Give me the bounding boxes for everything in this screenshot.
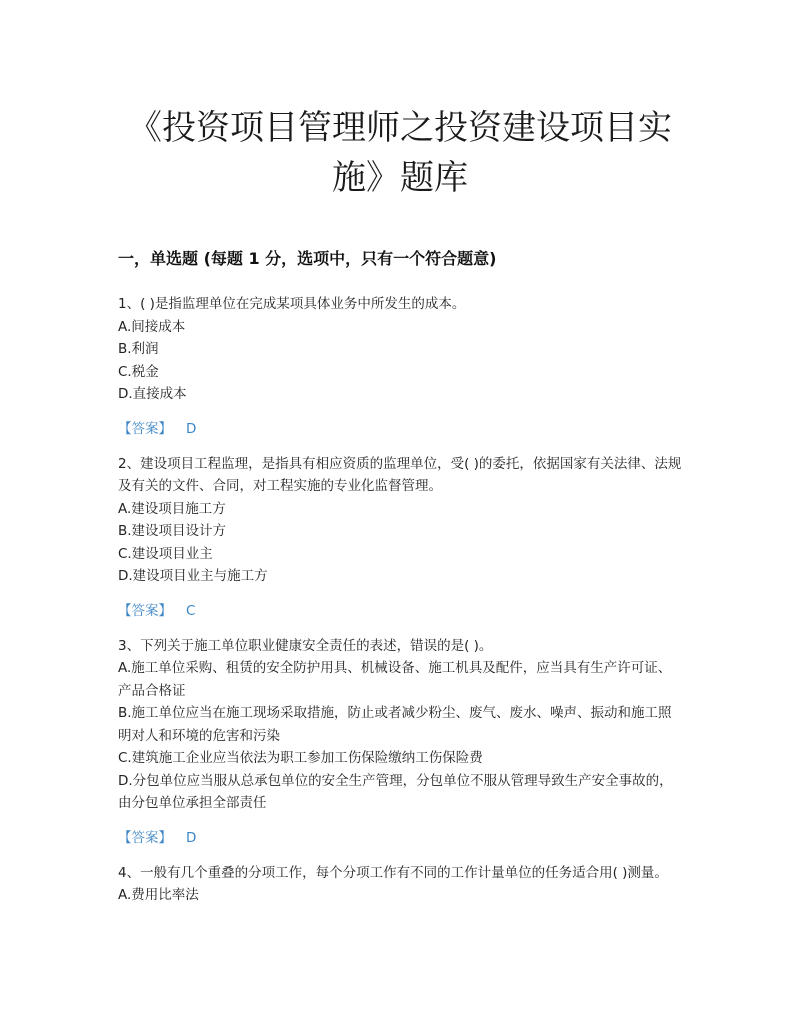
question-1 [118,293,684,440]
question-list [118,293,684,907]
option-b: B.利润 [118,341,159,357]
answer-value: C [186,602,196,619]
option-d: D.分包单位应当服从总承包单位的安全生产管理，分包单位不服从管理导致生产安全事故的，由分包单位承担全部责任 [118,772,673,811]
answer-line [118,827,684,849]
section-heading: 一，单选题 (每题 1 分，选项中，只有一个符合题意) [118,249,497,268]
question-3 [118,635,684,849]
answer-value: D [186,829,197,846]
document-title [100,103,700,203]
option-c: C.税金 [118,363,159,380]
question-stem: 2、建设项目工程监理，是指具有相应资质的监理单位，受( )的委托，依据国家有关法律、法规及有关的文件、合同，对工程实施的专业化监督管理。 [118,455,682,494]
answer-value: D [186,420,197,437]
option-d: D.直接成本 [118,386,187,402]
question-2 [118,453,684,622]
option-d: D.建设项目业主与施工方 [118,568,268,584]
answer-label: 【答案】 [118,602,172,619]
option-c: C.建设项目业主 [118,545,213,562]
title-line-2: 施》题库 [332,158,468,198]
question-stem: 4、一般有几个重叠的分项工作，每个分项工作有不同的工作计量单位的任务适合用( )测量。 [118,864,668,881]
title-line-1: 《投资项目管理师之投资建设项目实 [128,108,672,148]
answer-label: 【答案】 [118,420,172,437]
option-a: A.施工单位采购、租赁的安全防护用具、机械设备、施工机具及配件，应当具有生产许可证、产品合格证 [118,660,672,699]
option-a: A.费用比率法 [118,887,199,903]
option-b: B.建设项目设计方 [118,523,227,539]
option-a: A.建设项目施工方 [118,500,226,517]
answer-line [118,418,684,440]
question-stem: 1、( )是指监理单位在完成某项具体业务中所发生的成本。 [118,296,466,312]
option-b: B.施工单位应当在施工现场采取措施，防止或者减少粉尘、废气、废水、噪声、振动和施工照明对人和环境的危害和污染 [118,705,672,744]
question-4 [118,862,684,907]
answer-line [118,600,684,622]
answer-label: 【答案】 [118,829,172,846]
option-c: C.建筑施工企业应当依法为职工参加工伤保险缴纳工伤保险费 [118,750,483,766]
option-a: A.间接成本 [118,318,186,335]
question-stem: 3、下列关于施工单位职业健康安全责任的表述，错误的是( )。 [118,637,493,654]
